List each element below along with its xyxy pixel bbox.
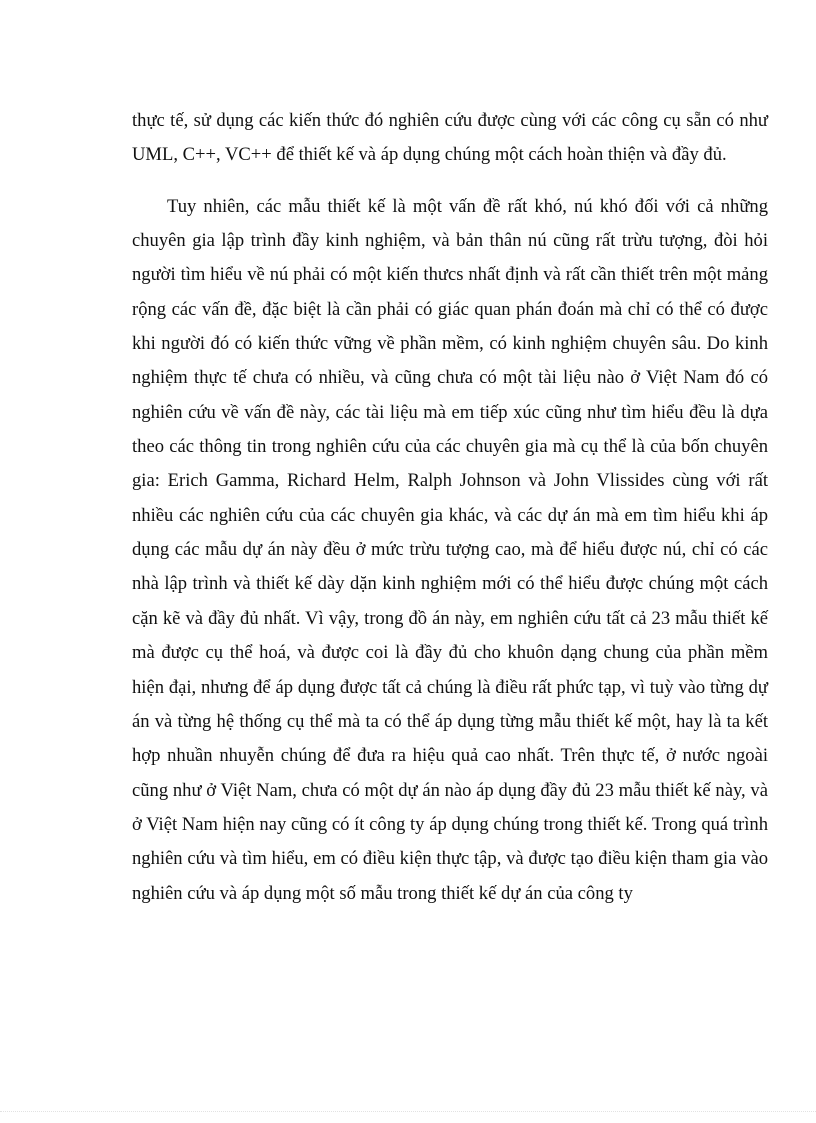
text-line: thống cụ thể mà ta có thể áp dụng từng mẫu thiết kế một, hay là ta kết hợp nhuần bbox=[132, 710, 769, 767]
text-line: có thể có được khi người đó có kiến thức vững về phần mềm, có kinh nghiệm bbox=[132, 298, 768, 355]
text-line: Johnson và John Vlissides cùng với rất nhiều các nghiên cứu của các chuyên gia bbox=[132, 470, 768, 526]
text-line: thực tế, sử dụng các kiến thức đó nghiên cứu được cùng với các công cụ sẵn bbox=[132, 110, 711, 131]
text-line: một mảng rộng các vấn đề, đặc biệt là cần phải có giác quan phán đoán mà chỉ bbox=[132, 264, 769, 320]
page-bottom-rule bbox=[0, 1111, 816, 1112]
text-line: gia mà cụ thể là của bốn chuyên gia: Erich Gamma, Richard Helm, Ralph bbox=[132, 436, 769, 492]
text-line: nào ở Việt Nam đó có nghiên cứu về vấn đề này, các tài liệu mà em tiếp xúc bbox=[132, 367, 768, 423]
text-line: Tuy nhiên, các mẫu thiết kế là một vấn đề rất khó, nú khó đối với cả những bbox=[167, 195, 768, 217]
text-line: khác, và các dự án mà em tìm hiểu khi áp dụng các mẫu dự án này đều ở mức bbox=[132, 504, 769, 561]
text-line: áp dụng được tất cả chúng là điều rất phức tạp, vì tuỳ vào từng dự án và từng hệ bbox=[132, 676, 769, 732]
text-line: tham gia vào nghiên cứu và áp dụng một số mẫu trong thiết kế dự án của công ty bbox=[132, 848, 768, 904]
text-line: vậy, trong đồ án này, em nghiên cứu tất cả 23 mẫu thiết kế mà được cụ thể hoá, bbox=[132, 607, 768, 664]
body-text bbox=[132, 104, 768, 911]
text-line: hỏi người tìm hiểu về nú phải có một kiến thưcs nhất định và rất cần thiết trên bbox=[132, 230, 769, 286]
text-line: Việt Nam hiện nay cũng có ít công ty áp dụng chúng trong thiết kế. Trong quá bbox=[146, 813, 729, 835]
paragraph-1 bbox=[132, 104, 768, 173]
text-line: đầy đủ. bbox=[671, 144, 727, 166]
text-line: ở Việt Nam, chưa có một dự án nào áp dụng đầy đủ 23 mẫu thiết kế này, và ở bbox=[132, 779, 768, 835]
text-line: chuyên sâu. Do kinh nghiệm thực tế chưa có nhiều, và cũng chưa có một tài liệu bbox=[132, 333, 769, 389]
text-line: chuyên gia lập trình đầy kinh nghiệm, và bản thân nú cũng rất trừu tượng, đòi bbox=[132, 230, 738, 252]
paragraph-2 bbox=[132, 190, 768, 911]
text-line: cũng như tìm hiểu đều là dựa theo các thông tin trong nghiên cứu của các chuyên bbox=[132, 401, 769, 458]
text-line: kinh nghiệm mới có thể hiểu được chúng một cách cặn kẽ và đầy đủ nhất. Vì bbox=[132, 573, 769, 629]
text-line: có như UML, C++, VC++ để thiết kế và áp dụng chúng một cách hoàn thiện và bbox=[132, 110, 768, 166]
text-line: và được coi là đầy đủ cho khuôn dạng chung của phần mềm hiện đại, nhưng để bbox=[132, 642, 769, 698]
text-line: nhuyễn chúng để đưa ra hiệu quả cao nhất. Trên thực tế, ở nước ngoài cũng như bbox=[132, 745, 768, 801]
text-line: trừu tượng cao, mà để hiểu được nú, chỉ có các nhà lập trình và thiết kế dày dặn bbox=[132, 539, 768, 595]
text-line: trình nghiên cứu và tìm hiểu, em có điều kiện thực tập, và được tạo điều kiện bbox=[132, 813, 769, 870]
